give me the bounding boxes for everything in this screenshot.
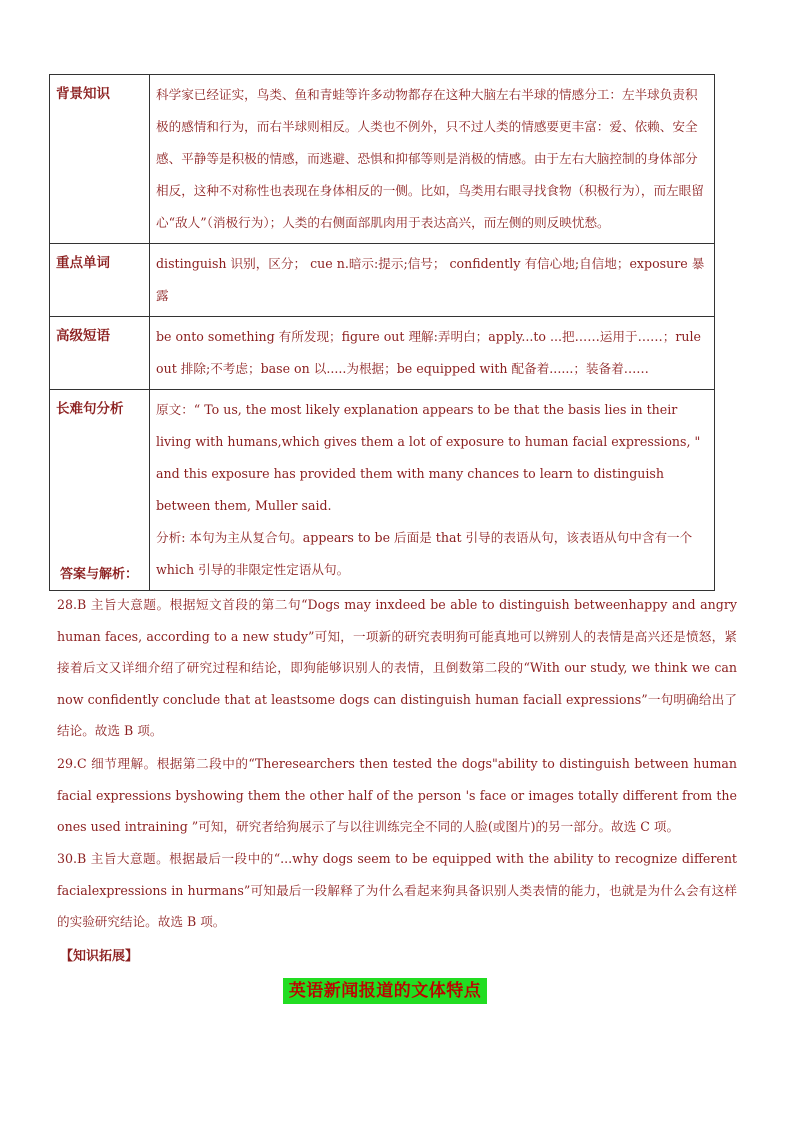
answer-29: 29.C 细节理解。根据第二段中的“Theresearchers then tested the dogs"ability to distinguish between human facial expressions byshowing them the other half of the person 's face or images totally different from the ones used intraining ”可知，研究者给狗展示了与以往训练完全不同的人脸(或图片)的另一部分。故选 C 项。 bbox=[57, 756, 737, 834]
table-row-background bbox=[50, 75, 715, 244]
table-row-phrases bbox=[50, 317, 715, 390]
row-content-phrases: be onto something 有所发现；figure out 理解:弄明白；apply...to ...把……运用于……；rule out 排除;不考虑；base on 以.....为根据；be equipped with 配备着......；装备着…… bbox=[150, 317, 715, 390]
row-content-vocab: distinguish 识别，区分； cue n.暗示:提示;信号； confidently 有信心地;自信地；exposure 暴露 bbox=[150, 244, 715, 317]
answer-28: 28.B 主旨大意题。根据短文首段的第二句“Dogs may inxdeed be able to distinguish betweenhappy and angry human faces, according to a new study”可知，一项新的研究表明狗可能真地可以辨别人的表情是高兴还是愤怒，紧接着后文又详细介绍了研究过程和结论，即狗能够识别人的表情，且倒数第二段的“With our study, we think we can now confidently conclude that at leastsome dogs can distinguish human faciall expressions”一句明确给出了结论。故选 B 项。 bbox=[57, 597, 737, 738]
row-label-sentence: 长难句分析 bbox=[50, 390, 150, 591]
row-label-phrases: 高级短语 bbox=[50, 317, 150, 390]
knowledge-expand-label: 【知识拓展】 bbox=[60, 949, 139, 964]
table-row-vocab bbox=[50, 244, 715, 317]
answers-heading: 答案与解析： bbox=[60, 567, 139, 582]
row-label-background: 背景知识 bbox=[50, 75, 150, 244]
section-banner-title: 英语新闻报道的文体特点 bbox=[283, 978, 487, 1004]
table-row-sentence bbox=[50, 390, 715, 591]
row-label-vocab: 重点单词 bbox=[50, 244, 150, 317]
row-content-background: 科学家已经证实，鸟类、鱼和青蛙等许多动物都存在这种大脑左右半球的情感分工：左半球负责积极的感情和行为，而右半球则相反。人类也不例外，只不过人类的情感要更丰富：爱、依赖、安全感、平静等是积极的情感，而逃避、恐惧和抑郁等则是消极的情感。由于左右大脑控制的身体部分相反，这种不对称性也表现在身体相反的一侧。比如，鸟类用右眼寻找食物（积极行为），而左眼留心“敌人”（消极行为）；人类的右侧面部肌肉用于表达高兴，而左侧的则反映忧愁。 bbox=[150, 75, 715, 244]
sentence-original: 原文：“ To us, the most likely explanation appears to be that the basis lies in their living with humans,which gives them a lot of exposure to human facial expressions, " and this exposure has provided them with many chances to learn to distinguish between them, Muller said. bbox=[156, 402, 701, 513]
answer-30: 30.B 主旨大意题。根据最后一段中的“...why dogs seem to be equipped with the ability to recognize different facialexpressions in hurmans”可知最后一段解释了为什么看起来狗具备识别人类表情的能力，也就是为什么会有这样的实验研究结论。故选 B 项。 bbox=[57, 851, 737, 929]
sentence-analysis: 分析: 本句为主从复合句。appears to be 后面是 that 引导的表语从句，该表语从句中含有一个 which 引导的非限定性定语从句。 bbox=[156, 530, 693, 577]
row-content-sentence bbox=[150, 390, 715, 591]
knowledge-table bbox=[49, 74, 715, 591]
